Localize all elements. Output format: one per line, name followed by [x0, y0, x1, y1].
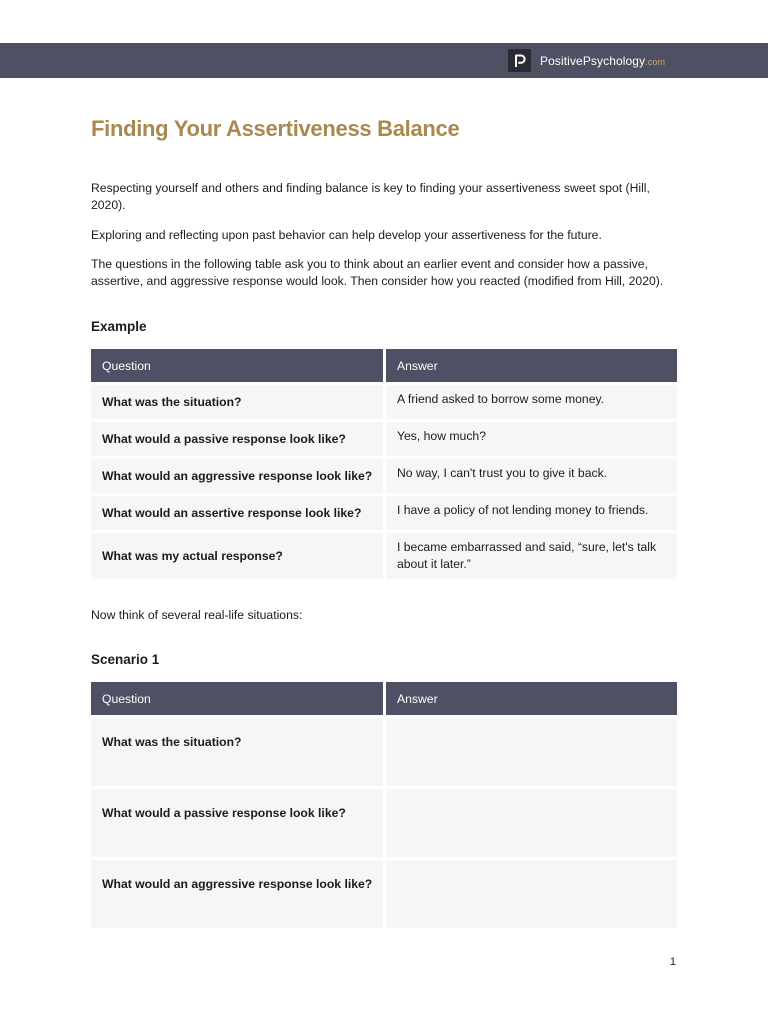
example-table: [91, 349, 677, 579]
question-cell: What was my actual response?: [91, 533, 383, 579]
table-row: [91, 789, 677, 860]
question-cell: What would an aggressive response look like?: [91, 459, 383, 496]
table-header-row: [91, 349, 677, 385]
intro-paragraph-3: The questions in the following table ask you to think about an earlier event and consider how a passive, assertive, and aggressive response would look. Then consider how you reacted (modified from Hill, 2020).: [91, 257, 664, 288]
column-header-answer: Answer: [383, 349, 677, 385]
question-cell: What would an assertive response look like?: [91, 496, 383, 533]
page-number: 1: [669, 956, 676, 968]
question-cell: What would a passive response look like?: [91, 422, 383, 459]
answer-cell-empty[interactable]: [383, 718, 677, 789]
answer-cell: No way, I can't trust you to give it back.: [383, 459, 677, 496]
table-row: [91, 860, 677, 928]
intro-paragraph-1: Respecting yourself and others and finding balance is key to finding your assertiveness sweet spot (Hill, 2020).: [91, 181, 650, 212]
question-cell: What would an aggressive response look like?: [91, 860, 383, 928]
question-cell: What would a passive response look like?: [91, 789, 383, 860]
intro-paragraph-2: Exploring and reflecting upon past behavior can help develop your assertiveness for the future.: [91, 228, 602, 242]
question-cell: What was the situation?: [91, 385, 383, 422]
table-row: [91, 459, 677, 496]
scenario-1-table: [91, 682, 677, 928]
column-header-question: Question: [91, 682, 383, 718]
page-title: Finding Your Assertiveness Balance: [91, 116, 460, 141]
table-row: [91, 422, 677, 459]
column-header-answer: Answer: [383, 682, 677, 718]
brand-tld: .com: [645, 56, 666, 67]
positivepsychology-logo-icon: [508, 49, 531, 72]
answer-cell: Yes, how much?: [383, 422, 677, 459]
scenario-1-heading: Scenario 1: [91, 652, 160, 667]
answer-cell-empty[interactable]: [383, 860, 677, 928]
table-row: [91, 533, 677, 579]
table-row: [91, 385, 677, 422]
brand-name: PositivePsychology.com: [540, 53, 666, 68]
brand[interactable]: [508, 49, 665, 72]
example-heading: Example: [91, 319, 147, 334]
column-header-question: Question: [91, 349, 383, 385]
table-row: [91, 496, 677, 533]
answer-cell: I became embarrassed and said, “sure, let's talk about it later.”: [383, 533, 677, 579]
answer-cell-empty[interactable]: [383, 789, 677, 860]
answer-cell: I have a policy of not lending money to friends.: [383, 496, 677, 533]
answer-cell: A friend asked to borrow some money.: [383, 385, 677, 422]
table-header-row: [91, 682, 677, 718]
header-band: [0, 43, 768, 78]
transition-text: Now think of several real-life situations:: [91, 608, 303, 622]
question-cell: What was the situation?: [91, 718, 383, 789]
table-row: [91, 718, 677, 789]
